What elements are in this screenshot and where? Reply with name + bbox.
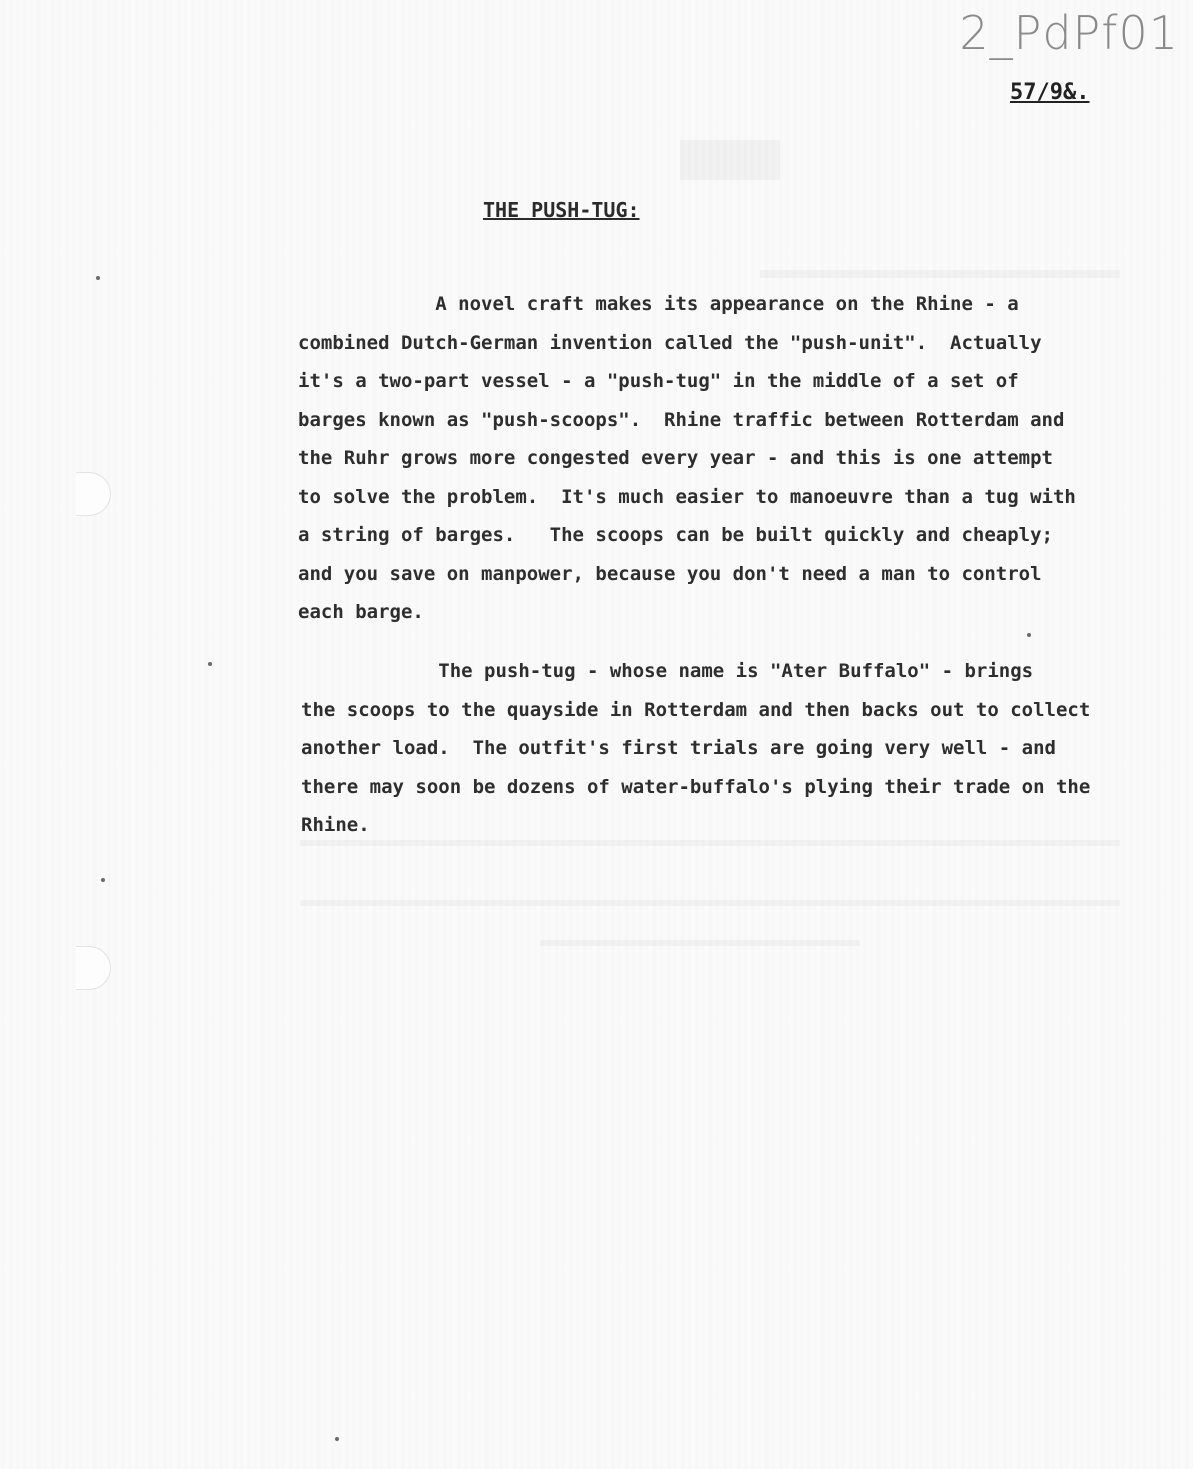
bleed-through-smudge [300, 900, 1120, 906]
document-title: THE PUSH-TUG: [483, 198, 640, 222]
paragraph: A novel craft makes its appearance on the Rhine - a combined Dutch-German invention called the "push-unit". Actually it's a two-part vessel - a "push-tug" in the middle of a set of barges known as "push-scoops". Rhine traffic between Rotterdam and the Ruhr grows more congested every year - and this is one attempt to solve the problem. It's much easier to manoeuvre than a tug with a string of barges. The scoops can be built quickly and cheaply; and you save on manpower, because you don't need a man to control each barge. [298, 293, 1076, 623]
paragraph: The push-tug - whose name is "Ater Buffalo" - brings the scoops to the quayside in Rotterdam and then backs out to collect another load. The outfit's first trials are going very well - and there may soon be dozens of water-buffalo's plying their trade on the Rhine. [301, 660, 1091, 836]
punch-hole [76, 472, 111, 516]
ink-speck [101, 878, 105, 882]
archive-mark: 2_PdPf01 [959, 6, 1179, 60]
ink-speck [1027, 633, 1031, 637]
page-reference: 57/9&. [1010, 80, 1090, 105]
ink-speck [96, 276, 100, 280]
ink-speck [335, 1437, 339, 1441]
bleed-through-smudge [760, 270, 1120, 278]
punch-hole [76, 946, 111, 990]
bleed-through-smudge [680, 140, 780, 180]
bleed-through-smudge [540, 940, 860, 946]
ink-speck [208, 662, 212, 666]
